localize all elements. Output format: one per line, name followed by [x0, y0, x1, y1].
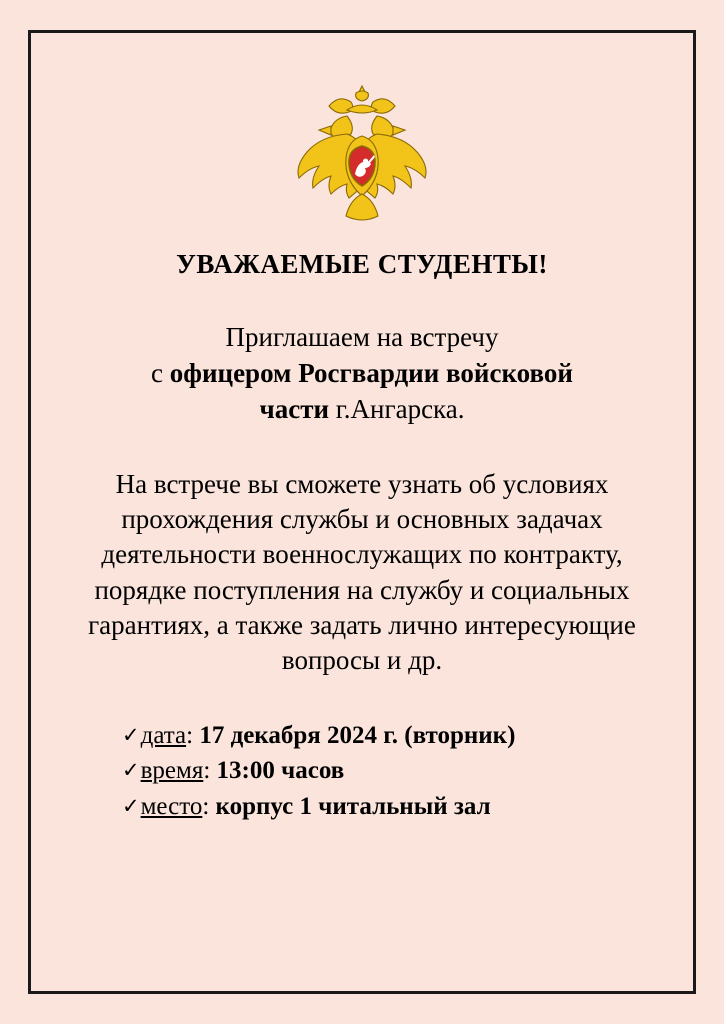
poster-content: [26, 28, 698, 824]
detail-label-date: дата: [140, 721, 187, 749]
detail-separator: :: [186, 721, 200, 749]
check-icon: ✓: [122, 758, 140, 783]
check-icon: ✓: [122, 793, 140, 818]
invite-line-2: [72, 356, 652, 392]
invite-line-3-suffix: г.Ангарска.: [329, 393, 465, 424]
invite-line-2-bold: офицером Росгвардии войсковой: [169, 358, 573, 389]
detail-separator: :: [203, 757, 217, 785]
rosgvardia-double-headed-eagle-emblem: [277, 82, 447, 228]
check-icon: ✓: [122, 722, 140, 747]
invite-line-2-prefix: с: [151, 358, 170, 389]
detail-label-time: время: [140, 757, 204, 785]
body-paragraph: На встрече вы сможете узнать об условиях прохождения службы и основных задачах деятельности военнослужащих по контракту, порядке поступления на службу и социальных гарантиях, а также задать лично интересующие вопросы и др.: [88, 469, 636, 675]
detail-value-place: корпус 1 читальный зал: [215, 792, 491, 820]
details-list: [72, 718, 652, 825]
detail-row-time: [122, 753, 652, 789]
detail-value-time: 13:00 часов: [216, 757, 345, 785]
page-title: УВАЖАЕМЫЕ СТУДЕНТЫ!: [176, 249, 548, 279]
invite-paragraph: [72, 320, 652, 427]
invite-line-1: Приглашаем на встречу: [225, 322, 499, 353]
emblem-container: [72, 80, 652, 230]
invite-line-3-bold: части: [259, 393, 330, 424]
detail-value-date: 17 декабря 2024 г. (вторник): [199, 721, 516, 749]
invite-line-3: [72, 392, 652, 428]
detail-label-place: место: [140, 792, 203, 820]
detail-row-date: [122, 718, 652, 754]
detail-separator: :: [202, 792, 216, 820]
detail-row-place: [122, 789, 652, 825]
